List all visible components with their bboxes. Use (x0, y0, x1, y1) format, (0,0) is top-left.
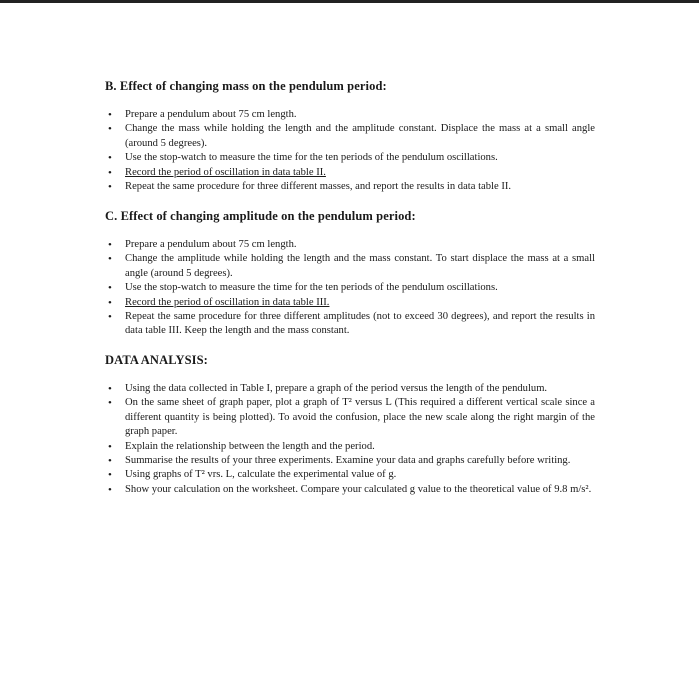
data-analysis-heading: DATA ANALYSIS: (105, 353, 208, 367)
list-item: • Prepare a pendulum about 75 cm length. (108, 239, 297, 251)
list-item: • Change the mass while holding the length and the amplitude constant. Displace the mass at a small angle (around 5 degrees). (108, 123, 595, 149)
bullet-icon: • (108, 152, 112, 165)
list-item: • Change the amplitude while holding the length and the mass constant. To start displace the mass at a small angle (around 5 degrees). (108, 253, 595, 279)
list-item: • Record the period of oscillation in data table III. (108, 296, 330, 309)
bullet-icon: • (108, 123, 112, 136)
list-item: • Record the period of oscillation in data table II. (108, 166, 326, 179)
list-item: • Repeat the same procedure for three different masses, and report the results in data table II. (108, 181, 512, 194)
list-item: • Show your calculation on the worksheet. Compare your calculated g value to the theoretical value of 9.8 m/s². (108, 483, 592, 496)
section-c-list (105, 238, 595, 339)
list-item: • Use the stop-watch to measure the time for the ten periods of the pendulum oscillations. (108, 152, 498, 165)
list-item: • Prepare a pendulum about 75 cm length. (108, 109, 297, 121)
bullet-icon: • (108, 109, 112, 121)
section-b-heading: B. Effect of changing mass on the pendulum period: (105, 79, 387, 93)
list-item: • Explain the relationship between the length and the period. (108, 440, 375, 453)
list-item: • Using the data collected in Table I, prepare a graph of the period versus the length of the pendulum. (108, 383, 548, 395)
bullet-icon: • (108, 483, 112, 496)
list-item: • On the same sheet of graph paper, plot a graph of T² versus L (This required a different vertical scale since a different quantity is being plotted). To avoid the confusion, place the new scale along the right margin of the graph paper. (108, 397, 595, 438)
bullet-icon: • (108, 239, 112, 251)
data-analysis-list (105, 382, 595, 497)
list-item: • Summarise the results of your three experiments. Examine your data and graphs carefully before writing. (108, 455, 571, 468)
bullet-icon: • (108, 440, 112, 453)
bullet-icon: • (108, 253, 112, 266)
bullet-icon: • (108, 455, 112, 468)
bullet-icon: • (108, 181, 112, 194)
bullet-icon: • (108, 282, 112, 295)
bullet-icon: • (108, 469, 112, 482)
list-item: • Repeat the same procedure for three different amplitudes (not to exceed 30 degrees), and report the results in data table III. Keep the length and the mass constant. (108, 311, 595, 337)
list-item: • Using graphs of T² vrs. L, calculate the experimental value of g. (108, 469, 397, 482)
bullet-icon: • (108, 397, 112, 410)
list-item: • Use the stop-watch to measure the time for the ten periods of the pendulum oscillations. (108, 282, 498, 295)
bullet-icon: • (108, 296, 112, 309)
bullet-icon: • (108, 166, 112, 179)
section-c-heading: C. Effect of changing amplitude on the pendulum period: (105, 209, 416, 223)
section-b-list (105, 108, 595, 194)
bullet-icon: • (108, 311, 112, 324)
bullet-icon: • (108, 383, 112, 395)
top-border (0, 0, 699, 3)
